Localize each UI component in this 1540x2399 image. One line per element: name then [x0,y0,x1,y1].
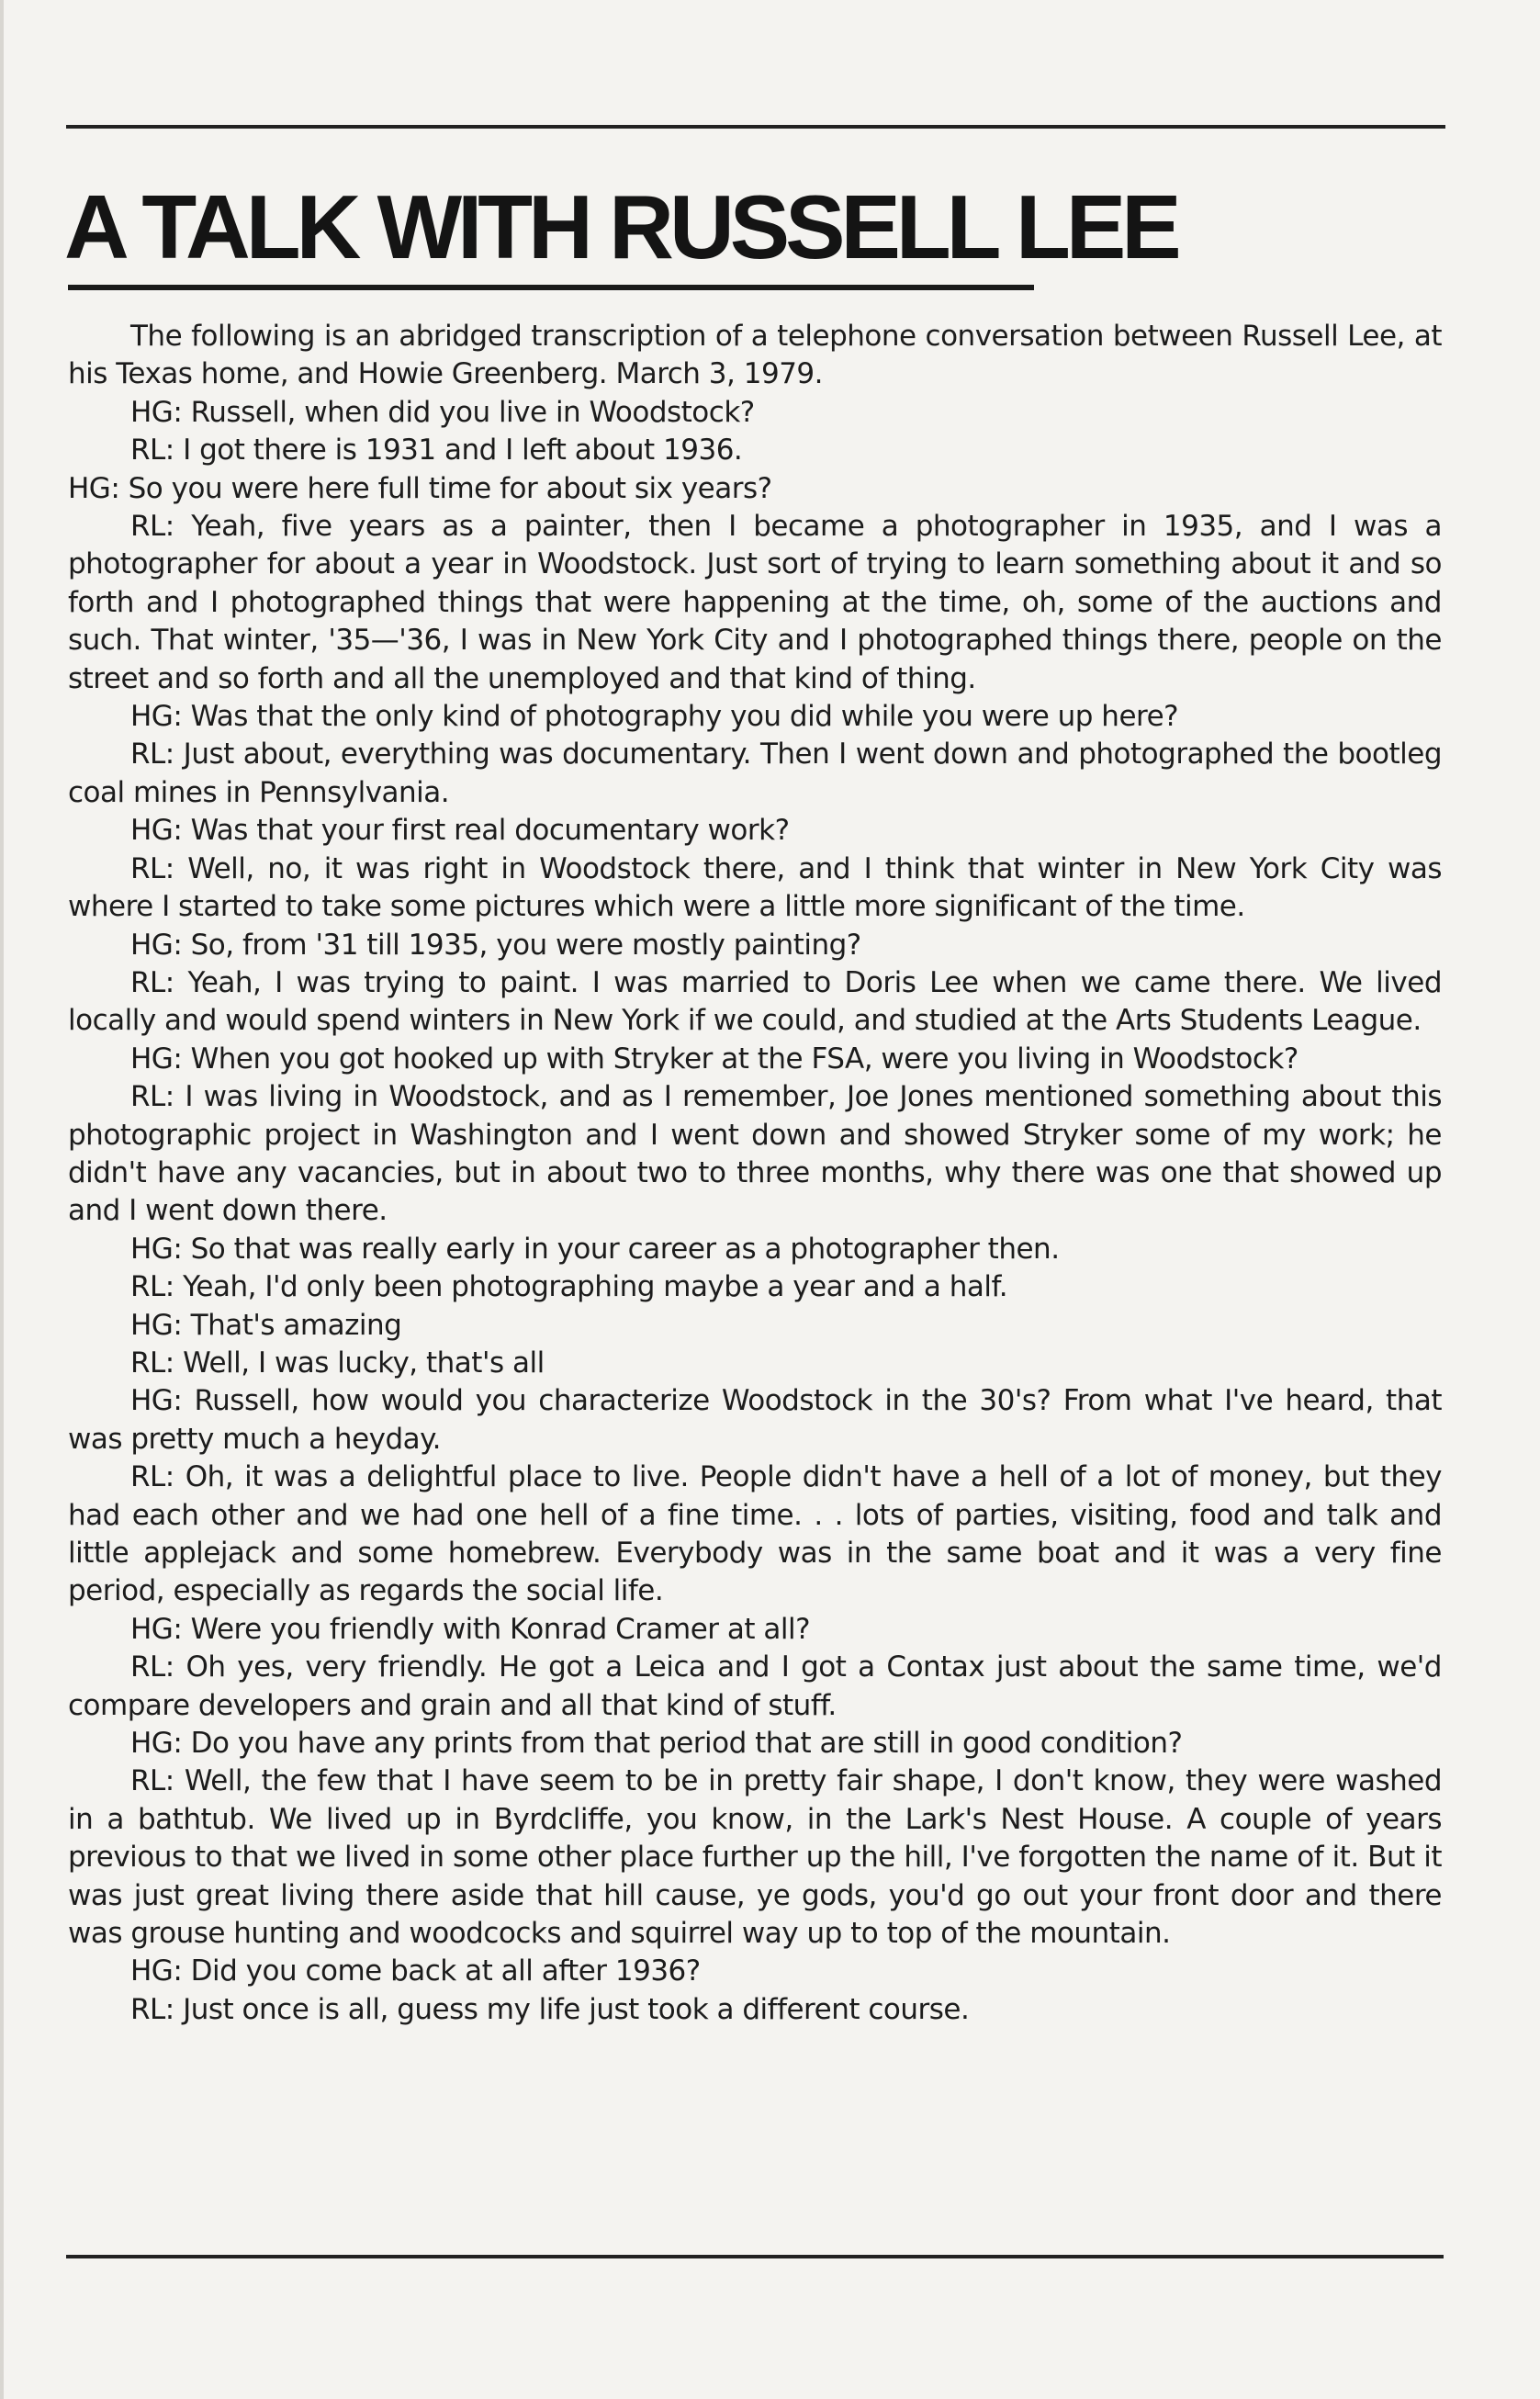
interview-line: HG: When you got hooked up with Stryker at the FSA, were you living in Woodstock? [130,1042,1298,1076]
interview-line: RL: Yeah, I was trying to paint. I was married to Doris Lee when we came there. We lived locally and would spend winters in New York if we could, and studied at the Arts Students League. [68,965,1442,1038]
interview-line: HG: So, from '31 till 1935, you were mostly painting? [130,928,861,962]
interview-line: RL: Oh, it was a delightful place to live. People didn't have a hell of a lot of money, but they had each other and we had one hell of a fine time. . . lots of parties, visiting, food and talk and little applejack and some homebrew. Everybody was in the same boat and it was a very fine period, especially as regards the social life. [68,1460,1442,1608]
interview-line: HG: So you were here full time for about six years? [68,471,772,505]
interview-line: HG: Did you come back at all after 1936? [130,1954,701,1988]
interview-line: RL: Well, the few that I have seem to be in pretty fair shape, I don't know, they were washed in a bathtub. We lived up in Byrdcliffe, you know, in the Lark's Nest House. A couple of years previous to that we lived in some other place further up the hill, I've forgotten the name of it. But it was just great living there aside that hill cause, ye gods, you'd go out your front door and there was grouse hunting and woodcocks and squirrel way up to top of the mountain. [68,1764,1442,1951]
interview-line: RL: Oh yes, very friendly. He got a Leica and I got a Contax just about the same time, we'd compare developers and grain and all that kind of stuff. [68,1650,1442,1722]
interview-line: HG: Was that the only kind of photography you did while you were up here? [130,700,1179,734]
page-binding-edge [0,0,4,2399]
interview-line: RL: Well, I was lucky, that's all [130,1346,545,1380]
interview-line: RL: I got there is 1931 and I left about 1936. [130,434,743,467]
interview-line: RL: Yeah, five years as a painter, then I became a photographer in 1935, and I was a photographer for about a year in Woodstock. Just sort of trying to learn something about it and so forth and I photographed things that were happening at the time, oh, some of the auctions and such. That winter, '35—'36, I was in New York City and I photographed things there, people on the street and so forth and all the unemployed and that kind of thing. [68,510,1442,695]
interview-line: RL: Yeah, I'd only been photographing maybe a year and a half. [130,1270,1008,1304]
interview-line: HG: Russell, how would you characterize Woodstock in the 30's? From what I've heard, that was pretty much a heyday. [68,1384,1442,1456]
interview-line: RL: Just once is all, guess my life just took a different course. [130,1992,970,2026]
interview-line: HG: That's amazing [130,1308,402,1342]
interview-line: HG: Was that your first real documentary work? [130,814,790,848]
top-rule [66,125,1445,129]
interview-line: RL: I was living in Woodstock, and as I remember, Joe Jones mentioned something about this photographic project in Washington and I went down and showed Stryker some of my work; he didn't have any vacancies, but in about two to three months, why there was one that showed up and I went down there. [68,1080,1442,1228]
interview-line: HG: So that was really early in your career as a photographer then. [130,1232,1060,1266]
intro-paragraph: The following is an abridged transcription of a telephone conversation between Russell Lee, at his Texas home, and Howie Greenberg. March 3, 1979. [68,320,1442,391]
interview-line: HG: Russell, when did you live in Woodstock? [130,395,755,429]
interview-line: RL: Just about, everything was documentary. Then I went down and photographed the bootleg coal mines in Pennsylvania. [68,738,1442,809]
interview-line: HG: Were you friendly with Konrad Cramer at all? [130,1612,811,1646]
article-title: A TALK WITH RUSSELL LEE [64,176,1177,277]
title-underline [68,285,1034,290]
article-body [68,318,1442,2029]
bottom-rule [66,2255,1444,2258]
interview-line: RL: Well, no, it was right in Woodstock there, and I think that winter in New York City was where I started to take some pictures which were a little more significant of the time. [68,851,1442,924]
interview-line: HG: Do you have any prints from that period that are still in good condition? [130,1727,1183,1761]
